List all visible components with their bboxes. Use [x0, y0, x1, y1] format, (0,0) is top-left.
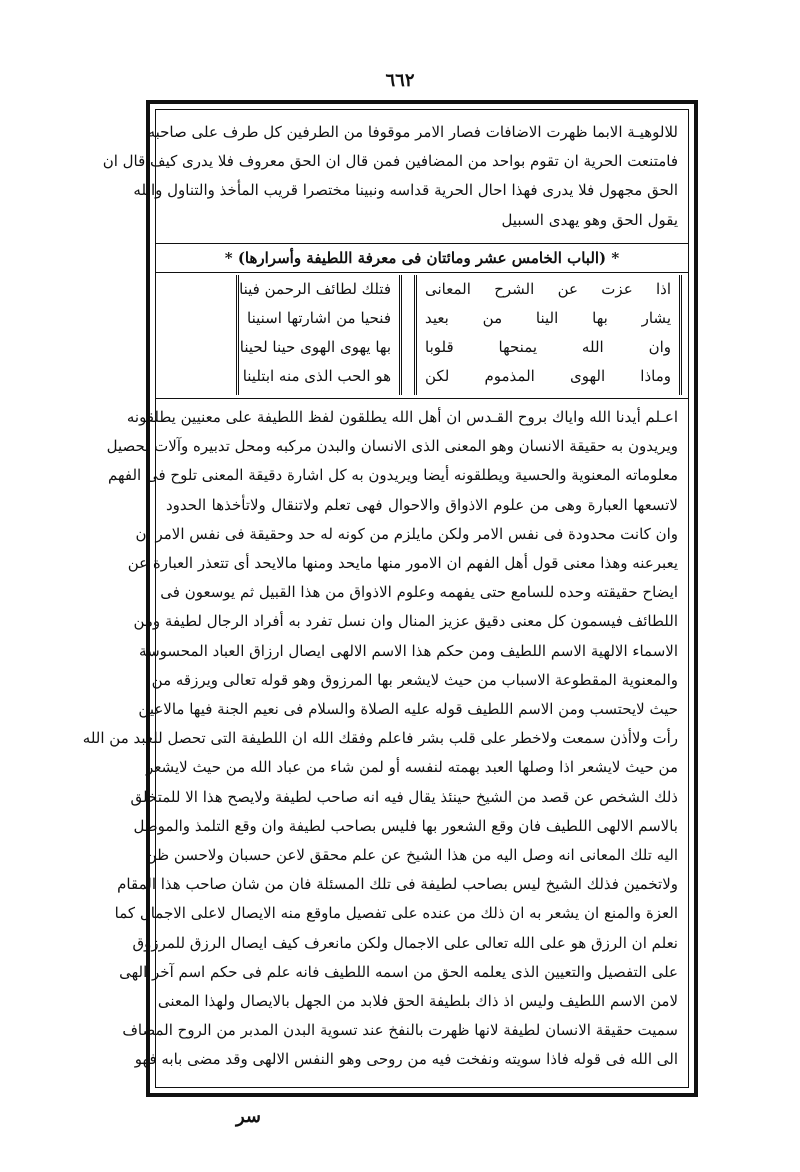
- body-paragraph: [82, 403, 688, 1075]
- divider-rule: [156, 272, 688, 273]
- text-line: سميت حقيقة الانسان لطيفة لانها ظهرت بالنفخ عند تسوية البدن المدبر من الروح المضاف: [122, 1021, 678, 1040]
- text-line: لاتسعها العبارة وهى من علوم الاذواق والاحوال فهى تعلم ولاتنقال ولاتأخذها الحدود: [166, 495, 678, 514]
- text-line: على التفصيل والتعيين الذى يعلمه الحق من اسمه اللطيف فانه علم فى حكم اسم آخر الهى: [119, 962, 678, 981]
- text-line: حيث لايحتسب ومن الاسم اللطيف قوله عليه الصلاة والسلام فى نعيم الجنة فيها مالاعين: [138, 700, 678, 719]
- text-line: الى الله فى قوله فاذا سويته ونفخت فيه من روحى وهو النفس الالهى وقد مضى بابه فهو: [134, 1050, 678, 1069]
- page-frame: [82, 100, 698, 1097]
- chapter-title: * (الباب الخامس عشر ومائتان فى معرفة اللطيفة وأسرارها) *: [224, 249, 620, 267]
- poem-hemistich: وماذا الهوى المذموم لكن: [425, 367, 671, 385]
- text-line: العزة والمنع ان يشعر به ان ذلك من عنده على تفصيل ماوقع منه الايصال لاعلى الاجمال كما: [114, 904, 678, 923]
- text-line: فامتنعت الحرية ان تقوم بواحد من المضافين فمن قال ان الحق معروف فلا يدرى كيف قال ان: [102, 152, 678, 171]
- poem-hemistich: وان الله يمنحها قلوبا: [425, 338, 671, 356]
- text-line: معلوماته المعنوية والحسية ويطلقونه أيضا ويريدون به كل اشارة دقيقة المعنى تلوح فى الفهم: [108, 466, 678, 485]
- text-line: بالاسم الالهى اللطيف فان وقع الشعور بها فليس بصاحب لطيفة وان وقع التلمذ والموصل: [133, 816, 678, 835]
- poem-hemistich: بها يهوى الهوى حينا لحينا: [239, 338, 391, 356]
- text-line: يعبرعنه وهذا معنى قول أهل الفهم ان الامور منها مايحد ومنها مالايحد أى تتعذر العبارة عن: [127, 554, 678, 573]
- divider-rule: [156, 398, 688, 399]
- text-line: نعلم ان الرزق هو على الله تعالى على الاجمال ولكن مانعرف كيف ايصال الرزق للمرزوق: [132, 933, 678, 952]
- text-line: ذلك الشخص عن قصد من الشيخ حينئذ يقال فيه انه صاحب لطيفة ولايصح هذا الا للمتخلق: [130, 787, 678, 806]
- text-line: الحق مجهول فلا يدرى فهذا احال الحرية قداسه ونبينا مختصرا قريب المأخذ والتناول والله: [133, 181, 678, 200]
- poem-hemistich: فتلك لطائف الرحمن فينا: [239, 280, 391, 298]
- poem-hemistich: اذا عزت عن الشرح المعانى: [425, 280, 671, 298]
- intro-paragraph: [102, 118, 688, 235]
- text-line: ويريدون به حقيقة الانسان وهو المعنى الذى الانسان والبدن مركبه ومحل تدبيره وآلات تحصيل: [106, 437, 678, 456]
- text-line: رأت ولاأذن سمعت ولاخطر على قلب بشر فاعلم وفقك الله ان اللطيفة التى تحصل للعبد من الله: [82, 729, 678, 748]
- poem-hemistich: فنحيا من اشارتها اسنينا: [247, 309, 391, 327]
- text-line: اليه تلك المعانى انه وصل اليه من هذا الشيخ عن علم محقق لاعن حسبان ولاحسن ظن: [145, 846, 678, 865]
- text-line: الاسماء الالهية الاسم اللطيف ومن حكم هذا الاسم الالهى ايصال ارزاق العباد المحسوسة: [139, 641, 678, 660]
- poem-hemistich: هو الحب الذى منه ابتلينا: [242, 367, 391, 385]
- text-line: للالوهيـة الابما ظهرت الاضافات فصار الامر موقوفا من الطرفين كل طرف على صاحبه: [147, 123, 678, 141]
- text-line: لامن الاسم اللطيف وليس اذ ذاك بلطيفة الحق فلابد من الجهل بالايصال ولهذا المعنى: [157, 992, 678, 1011]
- text-line: يقول الحق وهو يهدى السبيل: [501, 210, 678, 229]
- poem-column-right: [414, 275, 682, 395]
- page-inner-border: [82, 109, 689, 1088]
- text-line: اعـلم أيدنا الله واياك بروح القـدس ان أهل الله يطلقون لفظ اللطيفة على معنيين يطلقونه: [126, 408, 678, 426]
- text-line: ايضاح حقيقته وحده للسامع حتى يفهمه وعلوم الاذواق من هذا القبيل ثم يوسعون فى: [160, 583, 678, 602]
- signature-mark: سر: [236, 1106, 262, 1127]
- text-line: ولاتخمين فذلك الشيخ ليس بصاحب لطيفة فى تلك المسئلة فان من شان صاحب هذا المقام: [117, 875, 678, 894]
- text-line: اللطائف فيسمون كل معنى دقيق عزيز المنال وان نسل تفرد به أفراد الرجال لطيفة ومن: [133, 612, 678, 631]
- poem-hemistich: يشار بها الينا من بعيد: [425, 309, 671, 327]
- text-line: وان كانت محدودة فى نفس الامر ولكن مايلزم من كونه له حد وحقيقة فى نفس الامر أن: [135, 524, 678, 543]
- page-number: ٦٦٢: [385, 70, 415, 91]
- text-line: من حيث لايشعر اذا وصلها العبد بهمته لنفسه أو لمن شاء من عباد الله من حيث لايشعر: [146, 758, 678, 777]
- text-line: والمعنوية المقطوعة الاسباب من حيث لايشعر بها المرزوق وهو قوله تعالى ويرزقه من: [151, 670, 678, 689]
- poem-column-left: [236, 275, 402, 395]
